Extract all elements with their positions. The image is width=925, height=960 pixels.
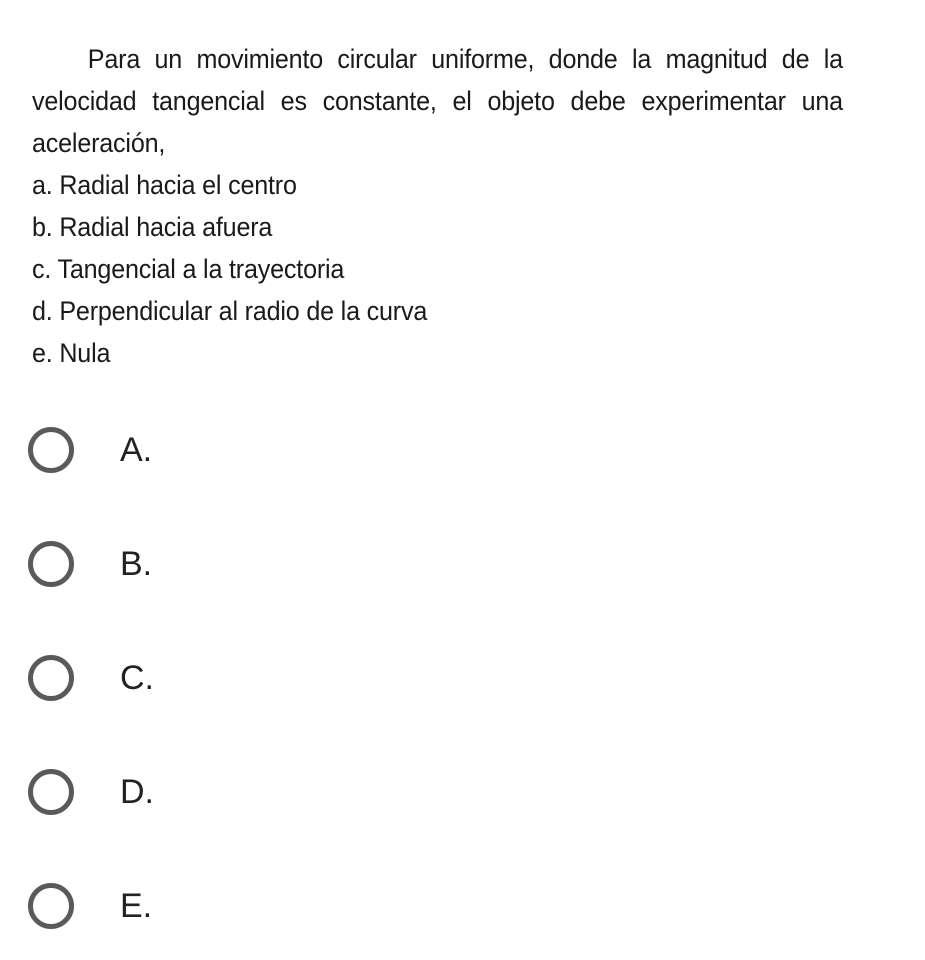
option-b-label: B. (120, 544, 153, 583)
radio-button-e[interactable] (28, 883, 74, 929)
radio-button-c[interactable] (28, 655, 74, 701)
option-d[interactable] (28, 762, 154, 822)
choice-b-text: b. Radial hacia afuera (32, 212, 273, 242)
option-e[interactable] (28, 876, 152, 936)
choice-list (32, 164, 843, 374)
choice-d-text: d. Perpendicular al radio de la curva (32, 296, 428, 326)
radio-button-d[interactable] (28, 769, 74, 815)
question-block (32, 38, 843, 374)
option-a-label: A. (120, 430, 153, 469)
radio-button-b[interactable] (28, 541, 74, 587)
radio-button-a[interactable] (28, 427, 74, 473)
option-c[interactable] (28, 648, 154, 708)
option-c-label: C. (120, 658, 154, 697)
option-e-label: E. (120, 886, 153, 925)
choice-a-text: a. Radial hacia el centro (32, 170, 297, 200)
choice-c-text: c. Tangencial a la trayectoria (32, 254, 345, 284)
option-d-label: D. (120, 772, 154, 811)
option-a[interactable] (28, 420, 152, 480)
option-b[interactable] (28, 534, 152, 594)
question-stem: Para un movimiento circular uniforme, donde la magnitud de la velocidad tangencial es constante, el objeto debe experimentar una aceleración, (32, 44, 843, 158)
choice-e-text: e. Nula (32, 338, 111, 368)
